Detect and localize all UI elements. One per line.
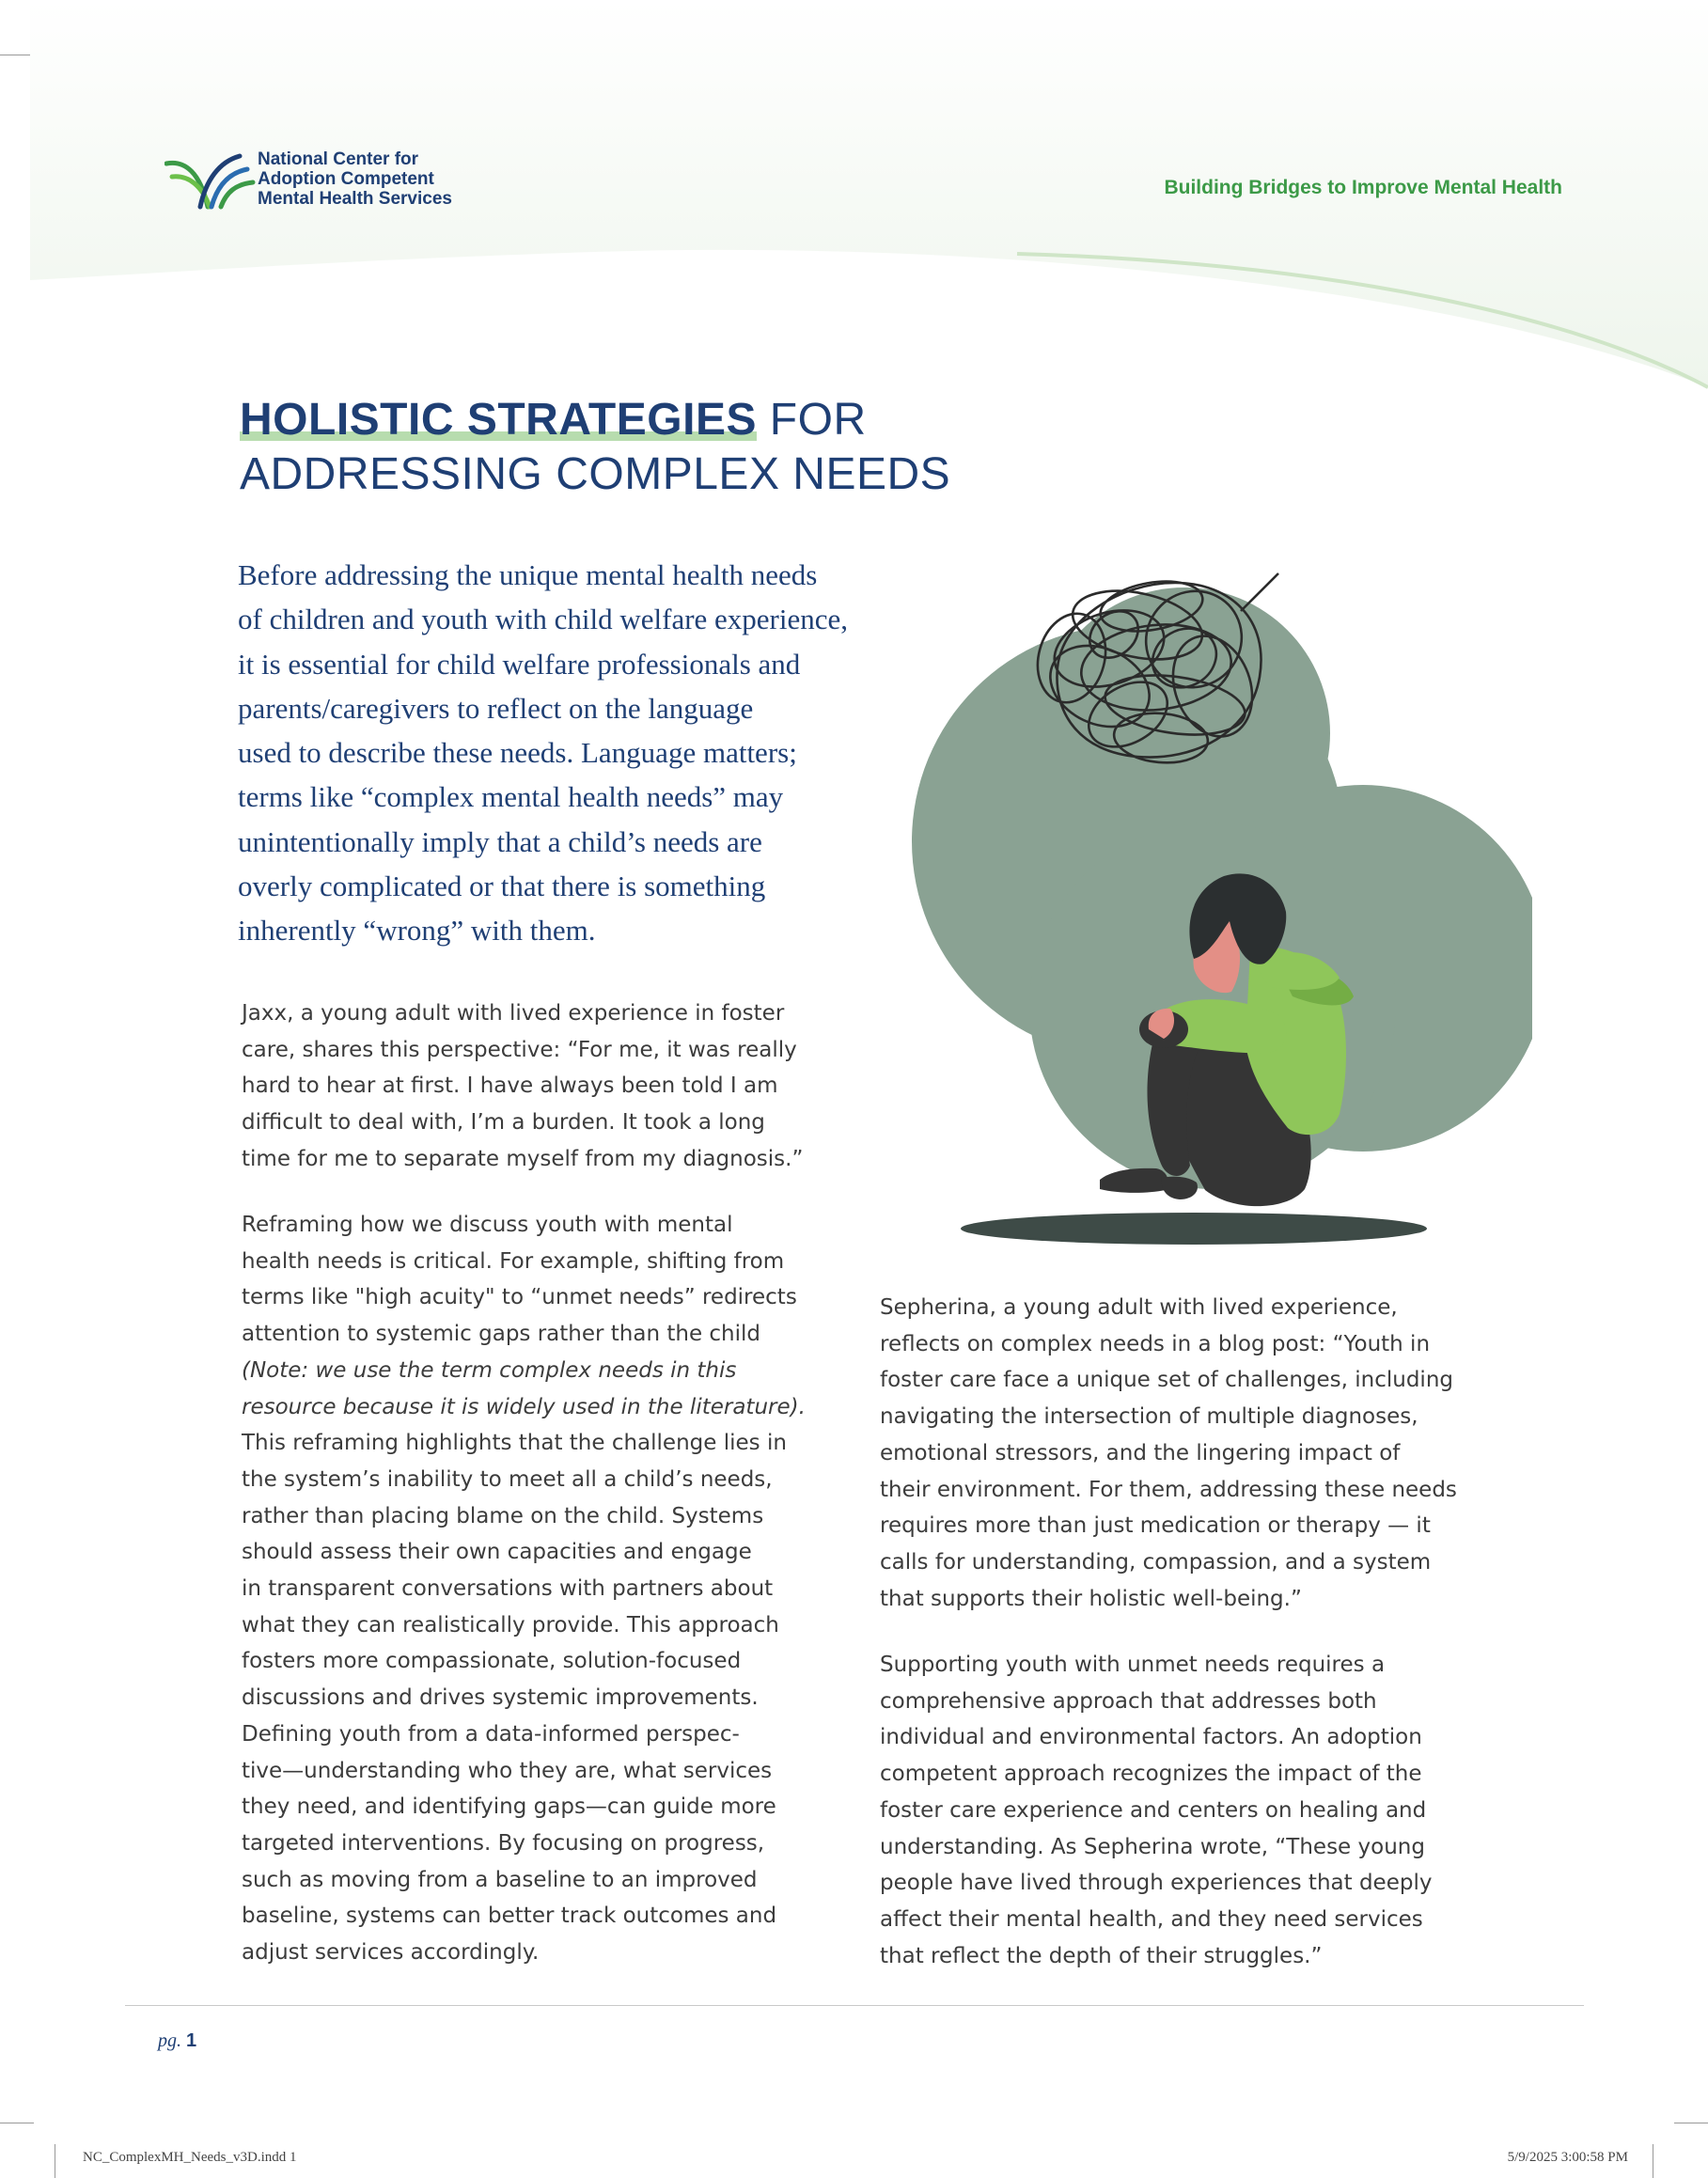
body-line: should assess their own capacities and engage (242, 1540, 752, 1565)
page-number-value: 1 (186, 2030, 197, 2051)
body-line: time for me to separate myself from my diagnosis.” (242, 1146, 804, 1171)
title-line-2: ADDRESSING COMPLEX NEEDS (240, 449, 951, 499)
lead-line: unintentionally imply that a child’s needs are (238, 824, 762, 858)
org-name-line-1: National Center for (258, 149, 419, 169)
left-column-paragraph-1 (242, 995, 803, 1178)
body-line: that reflect the depth of their struggles.” (880, 1943, 1323, 1968)
body-line: navigating the intersection of multiple diagnoses, (880, 1404, 1418, 1430)
lead-line: Before addressing the unique mental health needs (238, 558, 818, 591)
body-line: emotional stressors, and the lingering impact of (880, 1440, 1401, 1465)
body-line: foster care face a unique set of challenges, including (880, 1368, 1453, 1393)
body-line: terms like "high acuity" to “unmet needs” redirects (242, 1285, 797, 1310)
body-line: individual and environmental factors. An adoption (880, 1725, 1422, 1750)
body-line: what they can realistically provide. This approach (242, 1612, 779, 1637)
slug-timestamp: 5/9/2025 3:00:58 PM (1507, 2150, 1628, 2165)
lead-line: parents/caregivers to reflect on the language (238, 691, 754, 725)
body-line: This reframing highlights that the challenge lies in (242, 1431, 787, 1456)
body-line: care, shares this perspective: “For me, it was really (242, 1037, 797, 1062)
note-line: resource because it is widely used in the literature). (242, 1394, 806, 1419)
page-number (158, 2030, 196, 2052)
body-line: adjust services accordingly. (242, 1940, 540, 1966)
body-line: discussions and drives systemic improvements. (242, 1685, 759, 1711)
body-line: they need, and identifying gaps—can guide more (242, 1794, 776, 1820)
body-line: difficult to deal with, I’m a burden. It took a long (242, 1110, 765, 1136)
title-highlight: HOLISTIC STRATEGIES (240, 395, 757, 445)
header-tagline: Building Bridges to Improve Mental Health (1164, 177, 1562, 198)
right-column-paragraph-1 (880, 1290, 1457, 1617)
footer-rule (125, 2005, 1584, 2006)
body-line: calls for understanding, compassion, and a system (880, 1549, 1432, 1575)
logo-icon (165, 149, 268, 211)
floor-shadow (961, 1213, 1427, 1245)
body-line: targeted interventions. By focusing on progress, (242, 1830, 765, 1856)
body-line: Supporting youth with unmet needs requires a (880, 1653, 1386, 1677)
body-line: tive—understanding who they are, what services (242, 1758, 773, 1783)
lead-line: inherently “wrong” with them. (238, 914, 596, 948)
body-line: that supports their holistic well-being.” (880, 1586, 1302, 1611)
body-line: foster care experience and centers on healing and (880, 1797, 1427, 1823)
body-line: the system’s inability to meet all a child’s needs, (242, 1466, 773, 1492)
illustration-sad-youth (874, 517, 1532, 1250)
note-line: (Note: we use the term complex needs in this (242, 1357, 737, 1383)
body-line: understanding. As Sepherina wrote, “These young (880, 1834, 1425, 1859)
lead-line: overly complicated or that there is something (238, 870, 766, 903)
lead-paragraph (238, 553, 896, 953)
lead-line: of children and youth with child welfare experience, (238, 603, 849, 636)
body-line: competent approach recognizes the impact of the (880, 1762, 1422, 1787)
lead-line: terms like “complex mental health needs” may (238, 780, 784, 814)
body-line: Sepherina, a young adult with lived experience, (880, 1295, 1398, 1320)
body-line: affect their mental health, and they need services (880, 1906, 1423, 1932)
org-name-line-2: Adoption Competent (258, 169, 434, 189)
body-line: requires more than just medication or therapy — it (880, 1513, 1431, 1539)
body-line: Jaxx, a young adult with lived experience in foster (242, 1001, 785, 1026)
body-line: hard to hear at first. I have always been told I am (242, 1073, 778, 1099)
body-line: such as moving from a baseline to an improved (242, 1867, 758, 1892)
right-column-paragraph-2 (880, 1647, 1432, 1974)
body-line: attention to systemic gaps rather than the child (242, 1322, 761, 1347)
body-line: baseline, systems can better track outcomes and (242, 1904, 777, 1929)
body-line: health needs is critical. For example, shifting from (242, 1248, 785, 1274)
title-rest-line-1: FOR (756, 395, 867, 445)
body-line: reflects on complex needs in a blog post: “Youth in (880, 1331, 1431, 1356)
body-line: people have lived through experiences that deeply (880, 1871, 1433, 1896)
body-line: in transparent conversations with partners about (242, 1576, 774, 1602)
body-line: fosters more compassionate, solution-focused (242, 1649, 742, 1674)
body-line: Reframing how we discuss youth with mental (242, 1213, 733, 1237)
body-line: Defining youth from a data-informed perspec- (242, 1721, 740, 1747)
body-line: comprehensive approach that addresses both (880, 1688, 1377, 1714)
org-name-line-3: Mental Health Services (258, 189, 452, 209)
page-title (240, 393, 950, 502)
page-prefix: pg. (158, 2030, 186, 2051)
lead-line: it is essential for child welfare professionals and (238, 647, 801, 681)
lead-line: used to describe these needs. Language matters; (238, 736, 797, 770)
body-line: their environment. For them, addressing these needs (880, 1477, 1457, 1502)
slug-filename: NC_ComplexMH_Needs_v3D.indd 1 (83, 2150, 297, 2165)
body-line: rather than placing blame on the child. Systems (242, 1503, 764, 1528)
left-column-paragraph-2 (242, 1207, 806, 1971)
